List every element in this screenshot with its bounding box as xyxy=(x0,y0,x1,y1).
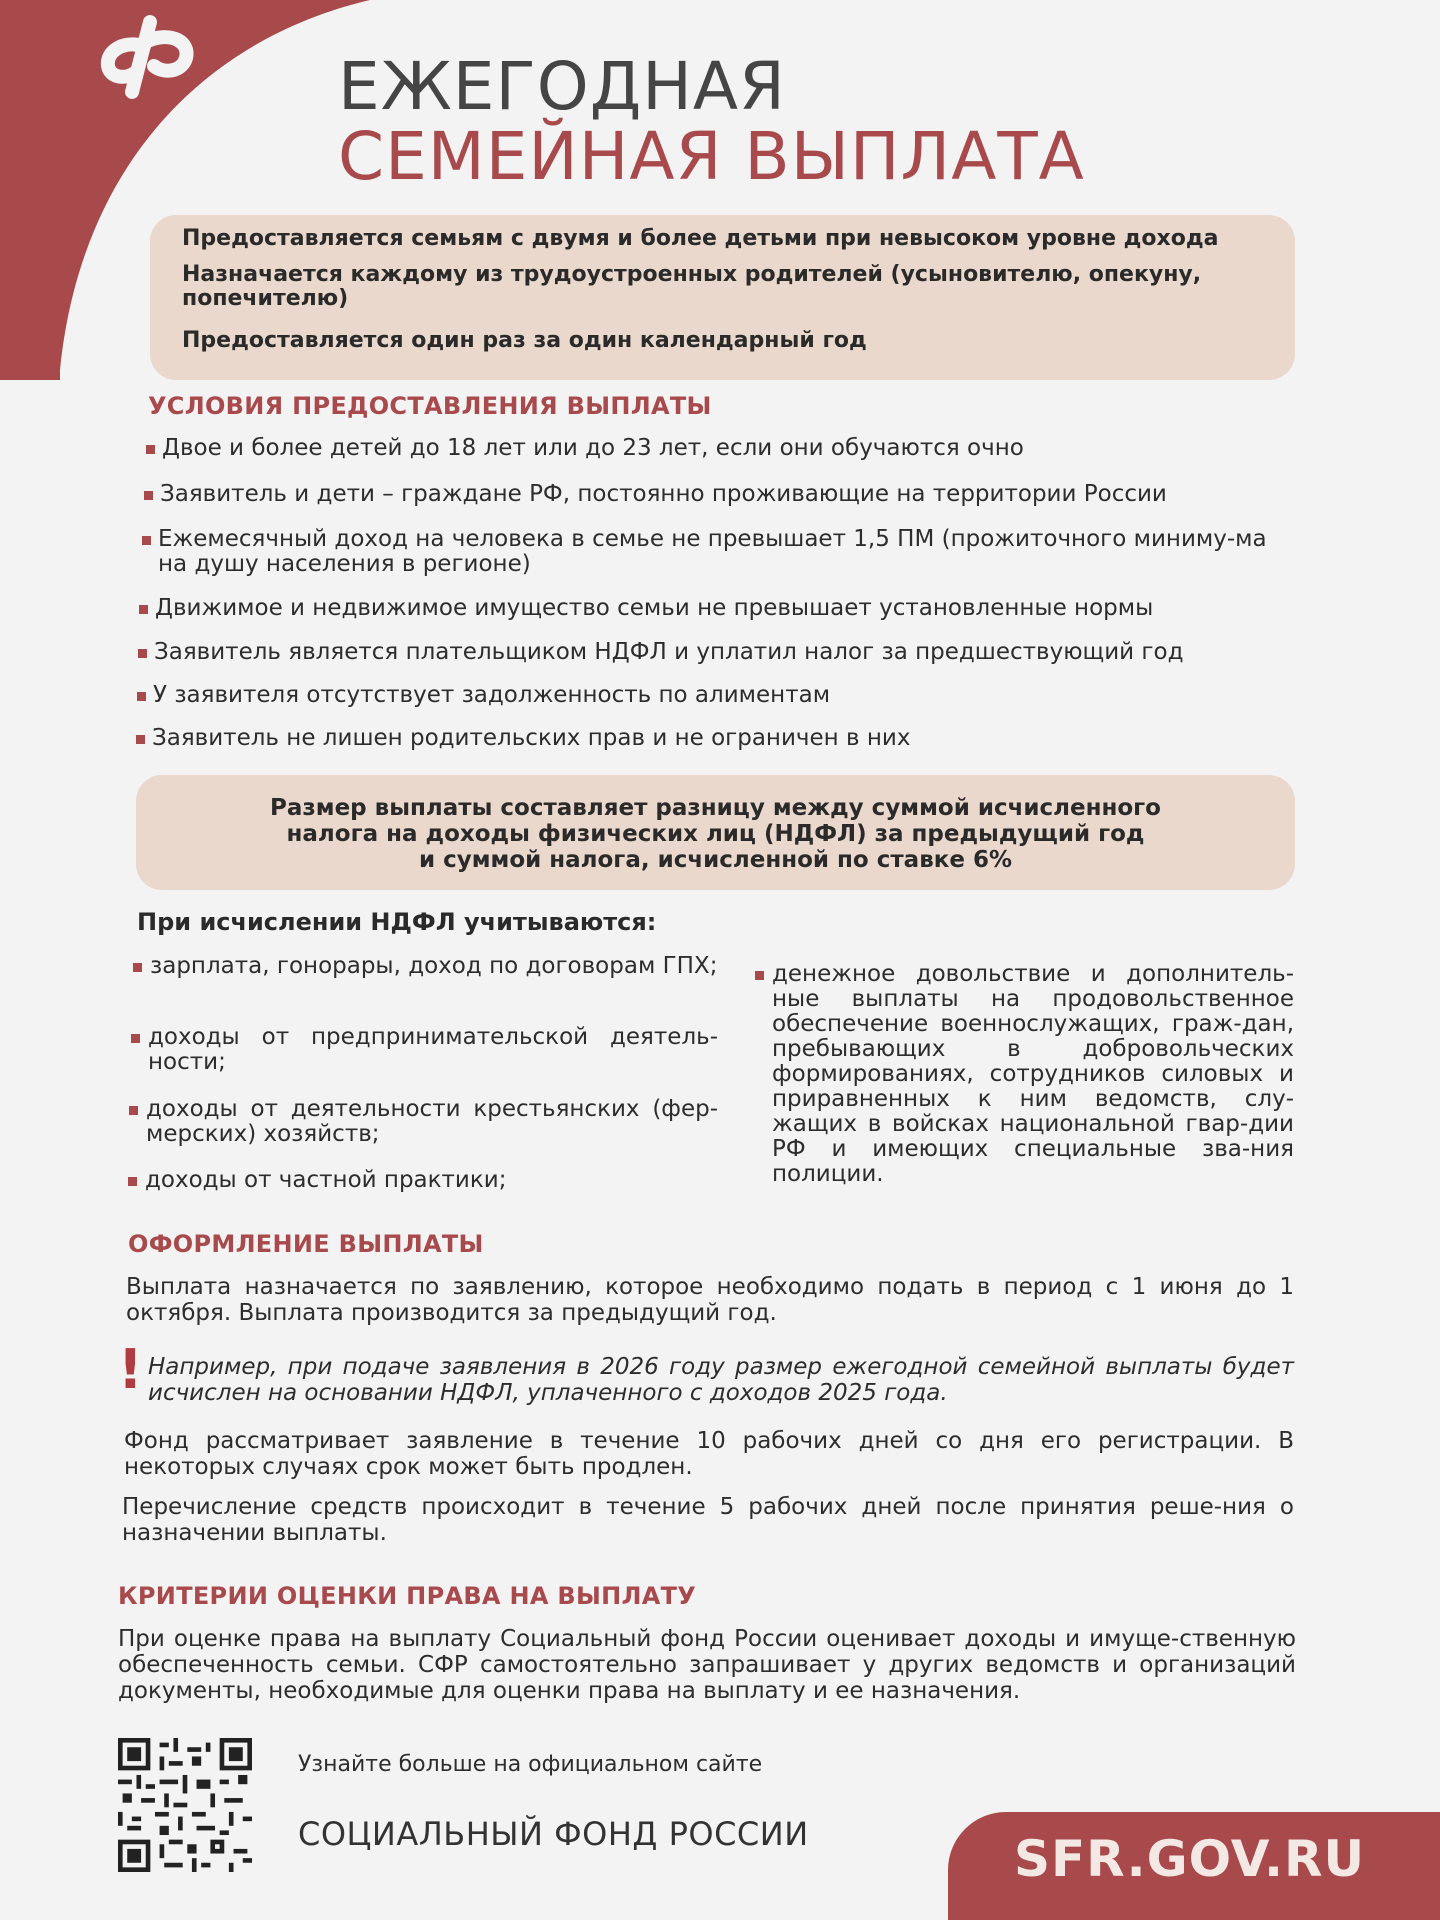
list-item xyxy=(154,640,1294,665)
site-note: Узнайте больше на официальном сайте xyxy=(298,1752,763,1777)
sfr-logo-icon xyxy=(92,10,202,100)
website-url: SFR.GOV.RU xyxy=(1014,1830,1366,1888)
intro-line: Предоставляется семьям с двумя и более детьми при невысоком уровне дохода xyxy=(182,226,1219,251)
review-text: Фонд рассматривает заявление в течение 10 рабочих дней со дня его регистрации. В некоторых случаях срок может быть продлен. xyxy=(124,1428,1294,1480)
list-item xyxy=(152,726,1292,751)
bullet-icon xyxy=(755,971,764,980)
condition-text: Двое и более детей до 18 лет или до 23 лет, если они обучаются очно xyxy=(162,435,1024,461)
condition-text: Заявитель является плательщиком НДФЛ и уплатил налог за предшествующий год xyxy=(154,639,1184,665)
bullet-icon xyxy=(136,735,145,744)
ndfl-heading: При исчислении НДФЛ учитываются: xyxy=(137,908,657,936)
intro-line: Предоставляется один раз за один календарный год xyxy=(182,328,867,353)
condition-text: У заявителя отсутствует задолженность по алиментам xyxy=(153,682,831,708)
bullet-icon xyxy=(133,963,142,972)
list-item xyxy=(146,1097,718,1147)
condition-text: Заявитель и дети – граждане РФ, постоянно проживающие на территории России xyxy=(160,481,1167,507)
intro-line: Назначается каждому из трудоустроенных родителей (усыновителю, опекуну, попечителю) xyxy=(182,262,1202,311)
list-item xyxy=(155,596,1290,621)
criteria-text: При оценке права на выплату Социальный фонд России оценивает доходы и имуще-ственную обеспеченность семьи. СФР самостоятельно запрашивает у других ведомств и организаций документы, необходимые для оценки права на выплату и ее назначения. xyxy=(118,1626,1296,1704)
bullet-icon xyxy=(137,692,146,701)
list-item xyxy=(153,683,1293,708)
bullet-icon xyxy=(129,1106,138,1115)
bullet-icon xyxy=(139,605,148,614)
condition-text: Ежемесячный доход на человека в семье не превышает 1,5 ПМ (прожиточного миниму-ма на душу населения в регионе) xyxy=(158,526,1267,577)
bullet-icon xyxy=(138,649,147,658)
amount-line: налога на доходы физических лиц (НДФЛ) за предыдущий год xyxy=(286,821,1145,847)
amount-line: Размер выплаты составляет разницу между суммой исчисленного xyxy=(270,795,1161,821)
application-text: Выплата назначается по заявлению, которое необходимо подать в период с 1 июня до 1 октября. Выплата производится за предыдущий год. xyxy=(126,1274,1294,1326)
list-item xyxy=(162,436,1282,461)
list-item xyxy=(772,962,1294,1187)
list-item xyxy=(150,954,718,979)
page-title xyxy=(338,48,1085,195)
list-item xyxy=(148,1025,718,1075)
intro-panel xyxy=(150,215,1295,380)
transfer-text: Перечисление средств происходит в течение 5 рабочих дней после принятия реше-ния о назначении выплаты. xyxy=(122,1494,1294,1546)
qr-code-icon xyxy=(118,1738,252,1872)
amount-panel xyxy=(136,775,1295,890)
example-note: Например, при подаче заявления в 2026 году размер ежегодной семейной выплаты будет исчислен на основании НДФЛ, уплаченного с доходов 2025 года. xyxy=(148,1354,1294,1406)
exclamation-icon: ! xyxy=(118,1338,143,1401)
condition-text: Движимое и недвижимое имущество семьи не превышает установленные нормы xyxy=(155,595,1154,621)
condition-text: Заявитель не лишен родительских прав и не ограничен в них xyxy=(152,725,911,751)
ndfl-text: доходы от предпринимательской деятель-ности; xyxy=(148,1024,718,1075)
list-item xyxy=(158,527,1288,577)
bullet-icon xyxy=(128,1177,137,1186)
title-line-1: ЕЖЕГОДНАЯ xyxy=(338,48,786,125)
title-line-2: СЕМЕЙНАЯ ВЫПЛАТА xyxy=(338,118,1085,195)
ndfl-text: доходы от деятельности крестьянских (фер-мерских) хозяйств; xyxy=(146,1096,718,1147)
ndfl-text: зарплата, гонорары, доход по договорам ГПХ; xyxy=(150,953,718,979)
amount-line: и суммой налога, исчисленной по ставке 6% xyxy=(418,847,1013,873)
fund-name: СОЦИАЛЬНЫЙ ФОНД РОССИИ xyxy=(298,1815,809,1853)
application-heading: ОФОРМЛЕНИЕ ВЫПЛАТЫ xyxy=(128,1230,484,1258)
bullet-icon xyxy=(131,1034,140,1043)
conditions-heading: УСЛОВИЯ ПРЕДОСТАВЛЕНИЯ ВЫПЛАТЫ xyxy=(148,392,712,420)
ndfl-text: денежное довольствие и дополнитель-ные выплаты на продовольственное обеспечение военнослужащих, граж-дан, пребывающих в добровольческих формированиях, сотрудников силовых и приравненных к ним ведомств, слу-жащих в войсках национальной гвар-дии РФ и имеющих специальные зва-ния полиции. xyxy=(772,961,1294,1187)
bullet-icon xyxy=(144,491,153,500)
ndfl-text: доходы от частной практики; xyxy=(145,1167,507,1193)
criteria-heading: КРИТЕРИИ ОЦЕНКИ ПРАВА НА ВЫПЛАТУ xyxy=(118,1582,697,1610)
bullet-icon xyxy=(142,536,151,545)
list-item xyxy=(145,1168,717,1193)
list-item xyxy=(160,482,1290,507)
bullet-icon xyxy=(146,445,155,454)
